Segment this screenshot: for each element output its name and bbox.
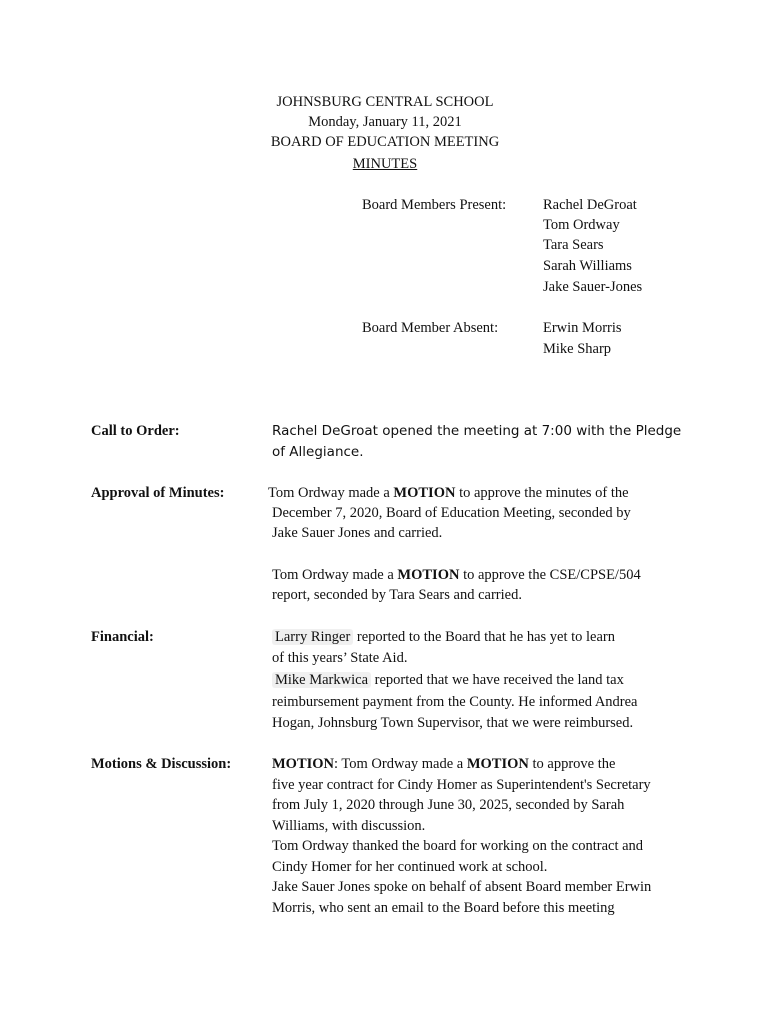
absent-member: Erwin Morris	[543, 320, 622, 336]
motions-text: Tom Ordway thanked the board for working on the contract and	[272, 838, 644, 854]
call-to-order-text: of Allegiance.	[272, 444, 364, 460]
motions-text: from July 1, 2020 through June 30, 2025, seconded by Sarah	[272, 797, 625, 813]
approval-text: December 7, 2020, Board of Education Meeting, seconded by	[272, 505, 631, 521]
present-member: Tara Sears	[543, 237, 604, 253]
approval-text: report, seconded by Tara Sears and carried.	[272, 587, 522, 603]
absent-label: Board Member Absent:	[362, 320, 499, 336]
name-field-larry-ringer[interactable]: Larry Ringer	[272, 629, 353, 645]
section-label-financial: Financial:	[91, 629, 154, 645]
motions-text: Williams, with discussion.	[272, 818, 426, 834]
financial-text: Larry Ringer reported to the Board that he has yet to learn	[272, 627, 615, 647]
present-member: Rachel DeGroat	[543, 197, 637, 213]
meeting-date: Monday, January 11, 2021	[308, 114, 462, 130]
motions-text: Morris, who sent an email to the Board before this meeting	[272, 900, 615, 916]
approval-text: Jake Sauer Jones and carried.	[272, 525, 443, 541]
section-label-motions: Motions & Discussion:	[91, 756, 232, 772]
present-label: Board Members Present:	[362, 197, 507, 213]
motions-text: Jake Sauer Jones spoke on behalf of absent Board member Erwin	[272, 879, 652, 895]
motions-text: MOTION: Tom Ordway made a MOTION to approve the	[272, 756, 616, 772]
meeting-title: BOARD OF EDUCATION MEETING	[270, 134, 500, 150]
financial-text: of this years’ State Aid.	[272, 650, 408, 666]
approval-text: Tom Ordway made a MOTION to approve the minutes of the	[268, 485, 629, 501]
financial-text: Hogan, Johnsburg Town Supervisor, that we were reimbursed.	[272, 715, 634, 731]
section-label-approval: Approval of Minutes:	[91, 485, 225, 501]
absent-member: Mike Sharp	[543, 341, 612, 357]
section-label-call-to-order: Call to Order:	[91, 423, 180, 439]
motions-text: five year contract for Cindy Homer as Superintendent's Secretary	[272, 777, 651, 793]
call-to-order-text: Rachel DeGroat opened the meeting at 7:00 with the Pledge	[272, 423, 682, 439]
present-member: Jake Sauer-Jones	[543, 279, 643, 295]
present-member: Sarah Williams	[543, 258, 632, 274]
present-member: Tom Ordway	[543, 217, 620, 233]
document-type: MINUTES	[352, 156, 418, 172]
financial-text: Mike Markwica reported that we have received the land tax	[272, 670, 624, 690]
school-name: JOHNSBURG CENTRAL SCHOOL	[276, 94, 494, 110]
approval-text: Tom Ordway made a MOTION to approve the CSE/CPSE/504	[272, 567, 641, 583]
motions-text: Cindy Homer for her continued work at school.	[272, 859, 548, 875]
financial-text: reimbursement payment from the County. He informed Andrea	[272, 694, 638, 710]
name-field-mike-markwica[interactable]: Mike Markwica	[272, 672, 371, 688]
